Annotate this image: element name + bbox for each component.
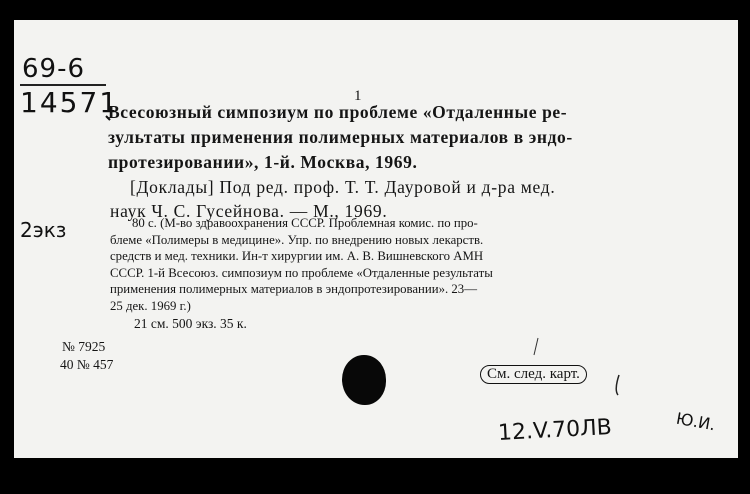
accession-number-secondary: 40 № 457 (60, 357, 114, 372)
copies-note: 2экз (20, 218, 67, 242)
responsibility-line: [Доклады] Под ред. проф. Т. Т. Дауровой и д-ра мед. (130, 177, 556, 197)
pen-stroke-mark (534, 338, 538, 355)
note-line: применения полимерных материалов в эндопротезировании». 23— (110, 282, 477, 297)
responsibility-line: наук Ч. С. Гусейнова. — М., 1969. (110, 201, 388, 221)
extent-line: 21 см. 500 экз. 35 к. (134, 316, 247, 331)
shelf-mark-top: 69-6 (22, 54, 86, 84)
title-line: протезировании», 1-й. Москва, 1969. (108, 152, 418, 172)
note-line: 25 дек. 1969 г.) (110, 298, 191, 313)
note-line: блеме «Полимеры в медицине». Упр. по внедрению новых лекарств. (110, 232, 484, 247)
shelf-mark-bottom: 14571 (20, 86, 120, 119)
title-line: зультаты применения полимерных материалов в эндо- (108, 127, 573, 147)
card-number: 1 (354, 88, 362, 104)
accession-number: № 7925 (62, 339, 106, 354)
note-line: 80 с. (М-во здравоохранения СССР. Проблемная комис. по про- (132, 216, 478, 230)
see-next-card-label: См. след. карт. (480, 365, 587, 384)
title-line: Всесоюзный симпозиум по проблеме «Отдаленные ре- (108, 102, 568, 122)
catalog-card (14, 20, 738, 458)
received-date-stamp: 12.V.70ЛВ (497, 415, 613, 446)
corner-initials: Ю.И. (674, 408, 717, 435)
pen-tick-mark (106, 116, 110, 120)
note-line: СССР. 1-й Всесоюз. симпозиум по проблеме «Отдаленные результаты (110, 265, 493, 280)
pen-bracket-mark (616, 375, 619, 395)
pen-marks (14, 20, 738, 458)
note-line: средств и мед. техники. Ин-т хирургии им. А. В. Вишневского АМН (110, 249, 484, 264)
